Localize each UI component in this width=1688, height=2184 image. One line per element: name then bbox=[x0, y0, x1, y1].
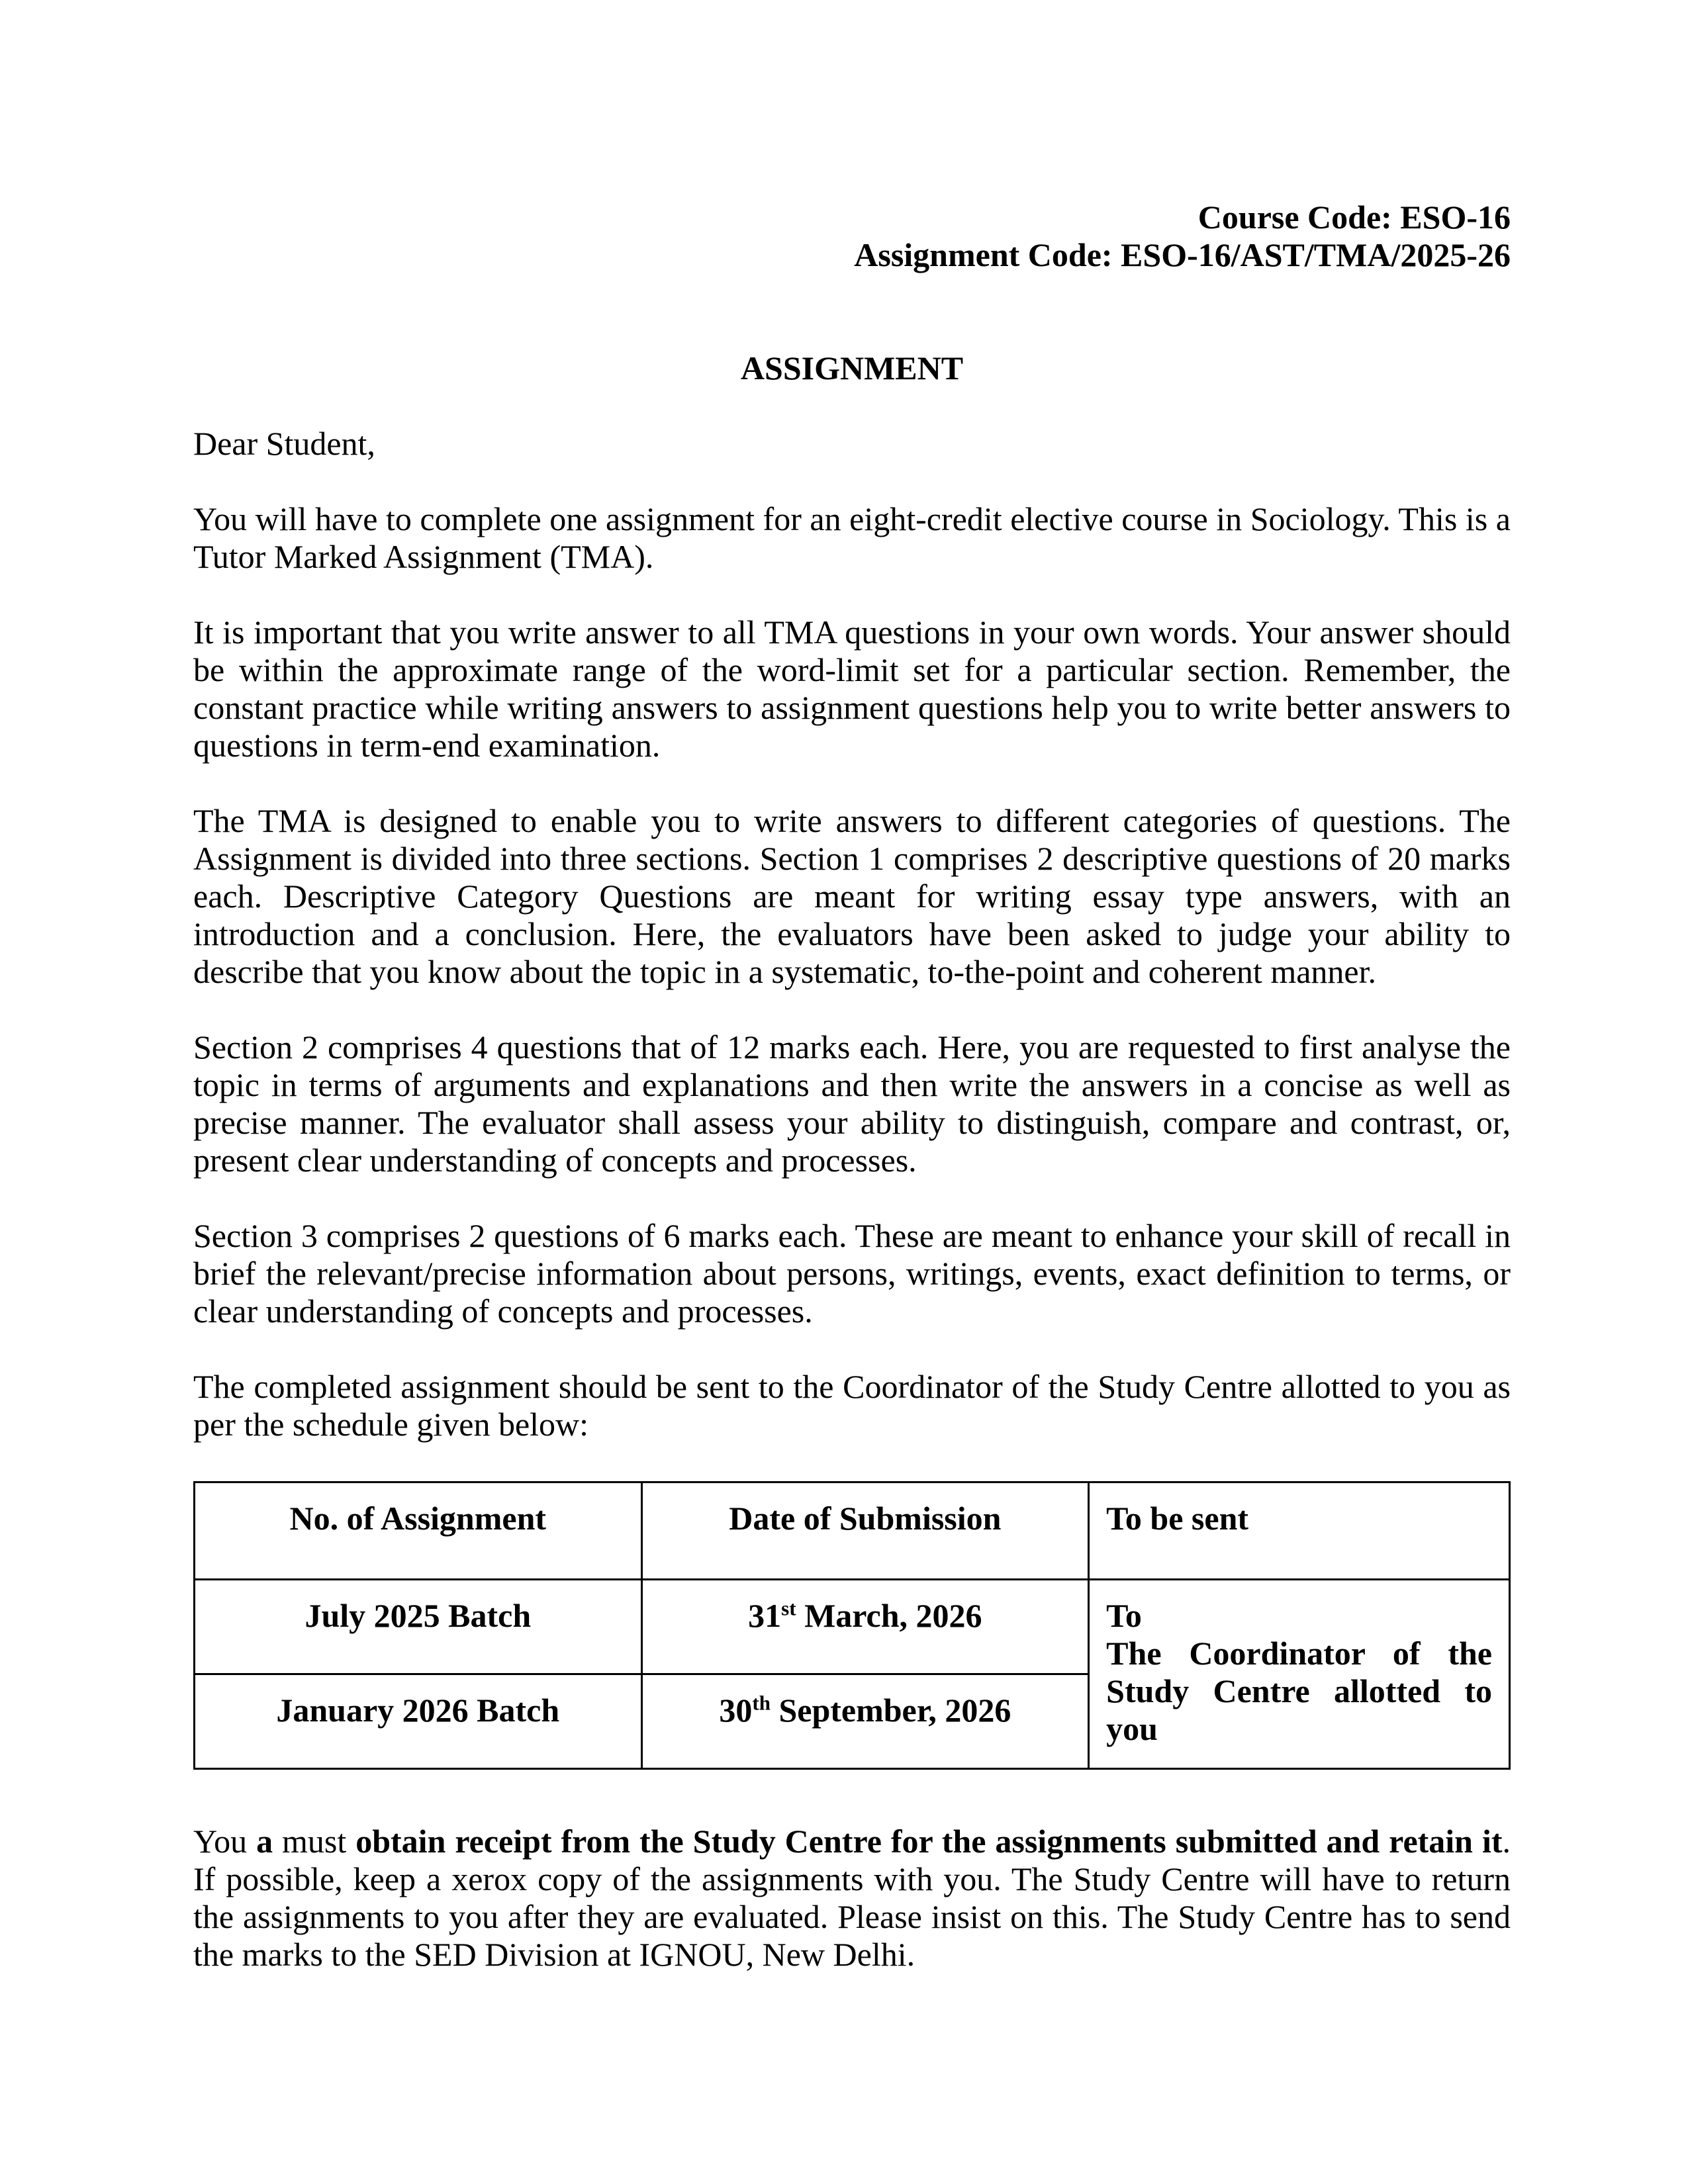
header-cell-to-be-sent: To be sent bbox=[1089, 1482, 1510, 1580]
salutation: Dear Student, bbox=[193, 425, 375, 462]
address-line-coordinator: The Coordinator of the Study Centre allotted to you bbox=[1106, 1635, 1492, 1747]
page-title: ASSIGNMENT bbox=[740, 349, 964, 387]
date-rest: March, 2026 bbox=[796, 1597, 982, 1634]
header-cell-no-of-assignment: No. of Assignment bbox=[195, 1482, 642, 1580]
date-ordinal-suffix: th bbox=[752, 1691, 771, 1715]
closing-post: . If possible, keep a xerox copy of the assignments with you. The Study Centre will have to return the assignments to you after they are evaluated. Please insist on this. The Study Centre has to send the marks to the SED Division at IGNOU, New Delhi. bbox=[193, 1823, 1511, 1973]
body-paragraph-section2: Section 2 comprises 4 questions that of 12 marks each. Here, you are requested to first analyse the topic in terms of arguments and explanations and then write the answers in a concise as well as precise manner. The evaluator shall assess your ability to distinguish, compare and contrast, or, present clear understanding of concepts and processes. bbox=[193, 1028, 1511, 1179]
assignment-code-line: Assignment Code: ESO-16/AST/TMA/2025-26 bbox=[854, 236, 1511, 273]
date-number: 30 bbox=[719, 1692, 753, 1729]
date-number: 31 bbox=[748, 1597, 782, 1634]
cell-date-january bbox=[641, 1674, 1089, 1769]
body-paragraph-own-words: It is important that you write answer to all TMA questions in your own words. Your answer should be within the approximate range of the word-limit set for a particular section. Remember, the constant practice while writing answers to assignment questions help you to write better answers to questions in term-end examination. bbox=[193, 614, 1511, 764]
header-cell-date-of-submission: Date of Submission bbox=[641, 1482, 1089, 1580]
body-paragraph-section3: Section 3 comprises 2 questions of 6 marks each. These are meant to enhance your skill of recall in brief the relevant/precise information about persons, writings, events, exact definition to terms, or clear understanding of concepts and processes. bbox=[193, 1217, 1511, 1330]
document-codes-header bbox=[193, 199, 1511, 274]
cell-date-july bbox=[641, 1580, 1089, 1674]
table-header-row bbox=[195, 1482, 1510, 1580]
body-paragraph-intro: You will have to complete one assignment for an eight-credit elective course in Sociology. This is a Tutor Marked Assignment (TMA). bbox=[193, 500, 1511, 575]
table-row-july-batch bbox=[195, 1580, 1510, 1674]
document-page bbox=[193, 199, 1511, 1974]
cell-batch-july: July 2025 Batch bbox=[195, 1580, 642, 1674]
address-line-to: To bbox=[1106, 1597, 1142, 1634]
date-rest: September, 2026 bbox=[770, 1692, 1011, 1729]
body-paragraph-schedule-intro: The completed assignment should be sent to the Coordinator of the Study Centre allotted to you as per the schedule given below: bbox=[193, 1368, 1511, 1443]
cell-to-be-sent-address bbox=[1089, 1580, 1510, 1769]
submission-schedule-table bbox=[193, 1481, 1511, 1770]
course-code-line: Course Code: ESO-16 bbox=[1197, 199, 1511, 236]
closing-bold-a: a bbox=[256, 1823, 273, 1860]
date-ordinal-suffix: st bbox=[781, 1596, 796, 1620]
cell-batch-january: January 2026 Batch bbox=[195, 1674, 642, 1769]
closing-pre: You bbox=[193, 1823, 257, 1860]
closing-paragraph bbox=[193, 1823, 1511, 1974]
closing-mid: must bbox=[273, 1823, 356, 1860]
closing-bold-main: obtain receipt from the Study Centre for the assignments submitted and retain it bbox=[355, 1823, 1503, 1860]
body-paragraph-section1: The TMA is designed to enable you to write answers to different categories of questions. The Assignment is divided into three sections. Section 1 comprises 2 descriptive questions of 20 marks each. Descriptive Category Questions are meant for writing essay type answers, with an introduction and a conclusion. Here, the evaluators have been asked to judge your ability to describe that you know about the topic in a systematic, to-the-point and coherent manner. bbox=[193, 802, 1511, 990]
